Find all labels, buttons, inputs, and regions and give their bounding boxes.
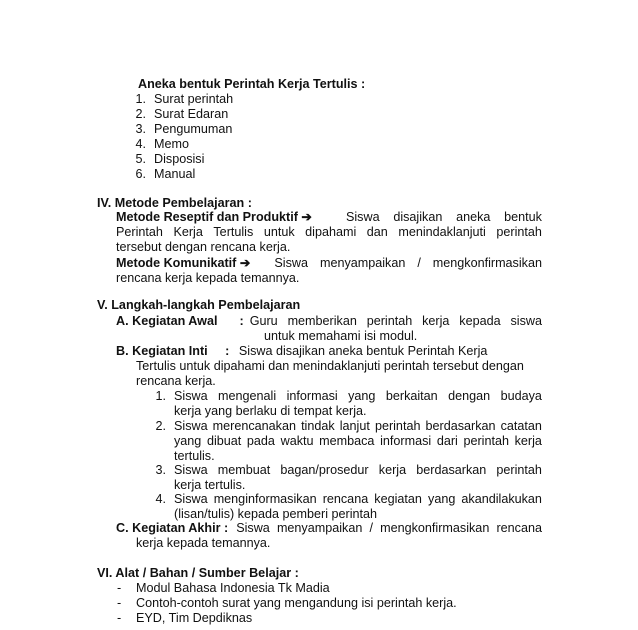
word: akandilakukan (461, 492, 542, 506)
word: perintah (496, 463, 542, 477)
word: menyampaikan (319, 256, 406, 270)
word: bentuk (504, 210, 542, 224)
step-number: 1. (155, 389, 166, 403)
word: dengan (448, 389, 491, 403)
word: menyampaikan (276, 521, 363, 535)
kegiatan-akhir-text (236, 521, 542, 536)
kegiatan-awal-label: A. Kegiatan Awal (116, 314, 218, 328)
word: dan (366, 225, 388, 239)
word: Siswa (236, 521, 270, 535)
metode-reseptif-line1 (116, 210, 542, 225)
kegiatan-awal-colon: : (239, 314, 244, 328)
step-number: 3. (155, 463, 166, 477)
word: bagan/prosedur (280, 463, 369, 477)
step-number: 4. (155, 492, 166, 506)
kegiatan-inti-line3: rencana kerja. (136, 374, 216, 388)
word: berdasarkan (425, 419, 496, 433)
word: kerja (514, 434, 542, 448)
word: perintah (496, 225, 542, 239)
step-line (174, 434, 542, 449)
list-item: Manual (154, 167, 196, 181)
word: menginformasikan (213, 492, 317, 506)
word: merencanakan (212, 419, 296, 433)
word: yang (174, 434, 202, 448)
word: / (417, 256, 421, 270)
word: / (369, 521, 373, 535)
list-item-number: 5. (135, 152, 146, 166)
word: Perintah (116, 225, 163, 239)
word: Tertulis (213, 225, 254, 239)
word: rencana (322, 492, 369, 506)
word: kerja (422, 314, 450, 328)
metode-komunikatif-label: Metode Komunikatif ➔ (116, 256, 251, 270)
word: perintah (463, 434, 509, 448)
word: Siswa (274, 256, 308, 270)
list-item: Disposisi (154, 152, 205, 166)
metode-reseptif-text (346, 210, 542, 225)
list-item: Pengumuman (154, 122, 233, 136)
list-item: Memo (154, 137, 189, 151)
bullet-dash: - (117, 596, 122, 610)
list-item-number: 6. (135, 167, 146, 181)
kegiatan-inti-label: B. Kegiatan Inti (116, 344, 208, 358)
step-line: tertulis. (174, 449, 215, 463)
step-line (174, 463, 542, 478)
metode-reseptif-line2 (116, 225, 542, 240)
section-heading-langkah: V. Langkah-langkah Pembelajaran (97, 298, 301, 312)
word: disajikan (393, 210, 443, 224)
word: informasi (286, 389, 338, 403)
section-heading-metode: IV. Metode Pembelajaran : (97, 196, 252, 210)
word: Guru (249, 314, 278, 328)
list-item-number: 4. (135, 137, 146, 151)
word: informasi (380, 434, 432, 448)
metode-reseptif-line3: tersebut dengan rencana kerja. (116, 240, 291, 254)
word: membuat (217, 463, 271, 477)
word: kegiatan (374, 492, 422, 506)
word: perintah (366, 314, 413, 328)
kegiatan-akhir-line1 (116, 521, 542, 536)
bullet-dash: - (117, 611, 122, 625)
word: mengkonfirmasikan (432, 256, 542, 270)
word: Siswa (174, 419, 208, 433)
kegiatan-akhir-label: C. Kegiatan Akhir : (116, 521, 229, 535)
word: pada (246, 434, 275, 448)
metode-komunikatif-text (274, 256, 542, 271)
list-item: Surat perintah (154, 92, 234, 106)
list-item: EYD, Tim Depdiknas (136, 611, 253, 625)
list-item-number: 2. (135, 107, 146, 121)
word: berdasarkan (416, 463, 487, 477)
kegiatan-inti-line1 (116, 344, 487, 359)
metode-reseptif-label: Metode Reseptif dan Produktif ➔ (116, 210, 312, 224)
step-number: 2. (155, 419, 166, 433)
word: siswa (510, 314, 542, 328)
list-item-number: 1. (135, 92, 146, 106)
kegiatan-akhir-line2: kerja kepada temannya. (136, 536, 271, 550)
word: dibuat (206, 434, 242, 448)
word: membaca (319, 434, 375, 448)
kegiatan-awal-text (250, 314, 542, 329)
word: mengkonfirmasikan (380, 521, 490, 535)
kegiatan-awal-line1 (116, 314, 542, 329)
word: dari (436, 434, 458, 448)
word: Siswa (345, 210, 380, 224)
word: kerja (378, 463, 407, 477)
step-line: kerja tertulis. (174, 478, 246, 492)
word: yang (428, 492, 456, 506)
word: dipahami (305, 225, 357, 239)
word: untuk (263, 225, 295, 239)
word: menindaklanjuti (398, 225, 486, 239)
word: budaya (500, 389, 542, 403)
word: Siswa (174, 389, 208, 403)
list-item: Contoh-contoh surat yang mengandung isi perintah kerja. (136, 596, 457, 610)
word: lanjut (339, 419, 370, 433)
word: yang (348, 389, 376, 403)
metode-komunikatif-line1 (116, 256, 542, 271)
kegiatan-inti-text: Siswa disajikan aneka bentuk Perintah Kerja (238, 344, 488, 358)
list-item-number: 3. (135, 122, 146, 136)
step-line: kerja yang berlaku di tempat kerja. (174, 404, 367, 418)
kegiatan-inti-colon: : (225, 344, 230, 358)
section-heading-alat: VI. Alat / Bahan / Sumber Belajar : (97, 566, 299, 580)
word: kepada (459, 314, 501, 328)
step-line: (lisan/tulis) kepada pemberi perintah (174, 507, 378, 521)
kegiatan-inti-line2: Tertulis untuk dipahami dan menindaklanjuti perintah tersebut dengan (136, 359, 524, 373)
step-line (174, 419, 542, 434)
word: Kerja (173, 225, 203, 239)
word: berkaitan (385, 389, 438, 403)
word: catatan (500, 419, 542, 433)
list-item: Modul Bahasa Indonesia Tk Madia (136, 581, 330, 595)
word: tindak (301, 419, 335, 433)
metode-komunikatif-line2: rencana kerja kepada temannya. (116, 271, 300, 285)
word: mengenali (218, 389, 277, 403)
word: memberikan (287, 314, 357, 328)
step-line (174, 389, 542, 404)
step-line (174, 492, 542, 507)
kegiatan-awal-line2: untuk memahami isi modul. (264, 329, 418, 343)
list-heading: Aneka bentuk Perintah Kerja Tertulis : (138, 77, 366, 91)
word: aneka (456, 210, 491, 224)
word: Siswa (174, 492, 208, 506)
word: Siswa (174, 463, 208, 477)
word: perintah (374, 419, 421, 433)
word: rencana (496, 521, 542, 535)
bullet-dash: - (117, 581, 122, 595)
word: waktu (280, 434, 314, 448)
list-item: Surat Edaran (154, 107, 229, 121)
